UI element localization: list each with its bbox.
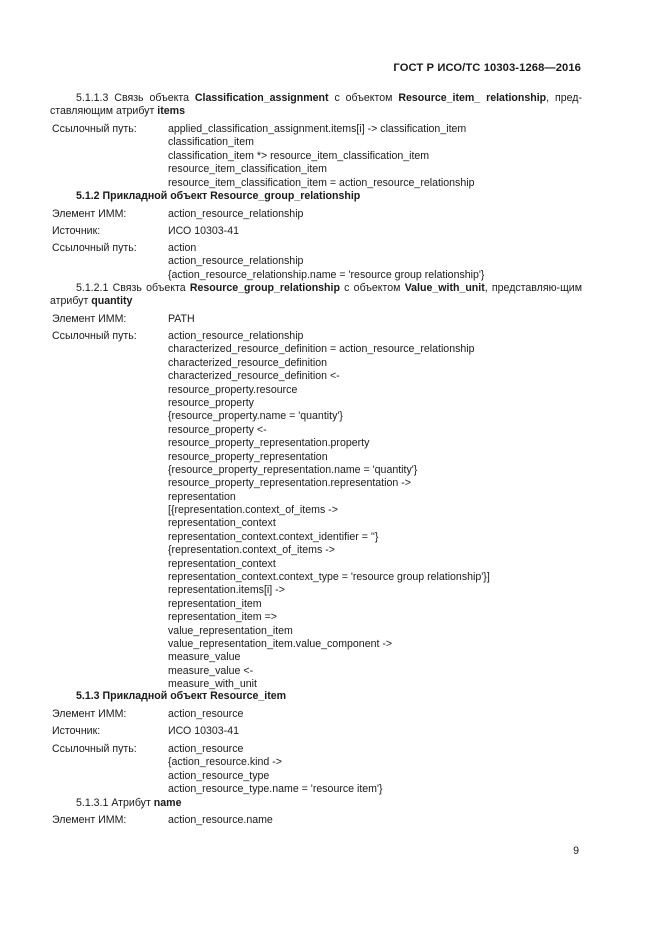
section-heading-5-1-2: 5.1.2 Прикладной объект Resource_group_relationship xyxy=(76,190,361,202)
row-value: applied_classification_assignment.items[i] -> classification_item classification_item classification_item *> resource_item_classification_item resource_item_classification_item resource_item_classification_item = action_resource_relationship xyxy=(168,123,475,189)
row-label: Ссылочный путь: xyxy=(52,242,137,254)
row-value: action action_resource_relationship {action_resource_relationship.name = 'resource group relationship'} xyxy=(168,242,485,281)
paragraph-5-1-2-1: 5.1.2.1 Связь объекта Resource_group_relationship с объектом Value_with_unit, представляю-щим атрибут quantity xyxy=(50,282,582,308)
row-value: action_resource_relationship characterized_resource_definition = action_resource_relationship characterized_resource_definition characterized_resource_definition <- resource_property.resource resource_property {resource_property.name = 'quantity'} resource_property <- resource_property_representation.property resource_property_representation {resource_property_representation.name = 'quantity'} resource_property_representation.representation -> representation [{representation.context_of_items -> representation_context representation_context.context_identifier = ''} {representation.context_of_items -> representation_context representation_context.context_type = 'resource group relationship'}] representation.items[i] -> representation_item representation_item => value_representation_item value_representation_item.value_component -> measure_value measure_value <- measure_with_unit xyxy=(168,330,490,691)
attribute-name: name xyxy=(153,797,182,809)
entity-name: Resource_item_ relationship xyxy=(398,92,547,104)
row-label: Элемент ИММ: xyxy=(52,814,127,826)
row-label: Источник: xyxy=(52,725,101,737)
row-value: ИСО 10303-41 xyxy=(168,225,239,237)
attribute-name: items xyxy=(157,105,185,118)
row-value: action_resource.name xyxy=(168,814,273,826)
row-label: Элемент ИММ: xyxy=(52,313,127,325)
row-label: Ссылочный путь: xyxy=(52,123,137,135)
section-heading-5-1-3: 5.1.3 Прикладной объект Resource_item xyxy=(76,690,287,702)
row-value: action_resource {action_resource.kind -> action_resource_type action_resource_type.name = 'resource item'} xyxy=(168,743,383,796)
page-number: 9 xyxy=(573,845,579,857)
row-label: Ссылочный путь: xyxy=(52,743,137,755)
attribute-name: quantity xyxy=(91,295,133,308)
section-heading-5-1-3-1: 5.1.3.1 Атрибут name xyxy=(76,797,182,809)
clause-number: 5.1.1.3 xyxy=(76,92,109,104)
entity-name: Classification_assignment xyxy=(194,92,329,104)
clause-number: 5.1.2.1 xyxy=(76,282,109,294)
entity-name: Resource_group_relationship xyxy=(189,282,340,294)
row-value: action_resource xyxy=(168,708,244,720)
entity-name: Value_with_unit xyxy=(404,282,485,294)
row-label: Ссылочный путь: xyxy=(52,330,137,342)
row-label: Элемент ИММ: xyxy=(52,208,127,220)
row-label: Элемент ИММ: xyxy=(52,708,127,720)
standard-designation: ГОСТ Р ИСО/ТС 10303-1268—2016 xyxy=(393,62,581,74)
row-value: action_resource_relationship xyxy=(168,208,304,220)
row-value: PATH xyxy=(168,313,195,325)
row-label: Источник: xyxy=(52,225,101,237)
row-value: ИСО 10303-41 xyxy=(168,725,239,737)
paragraph-5-1-1-3: 5.1.1.3 Связь объекта Classification_assignment с объектом Resource_item_ relationship, пред-ставляющим атрибут items xyxy=(50,92,582,118)
